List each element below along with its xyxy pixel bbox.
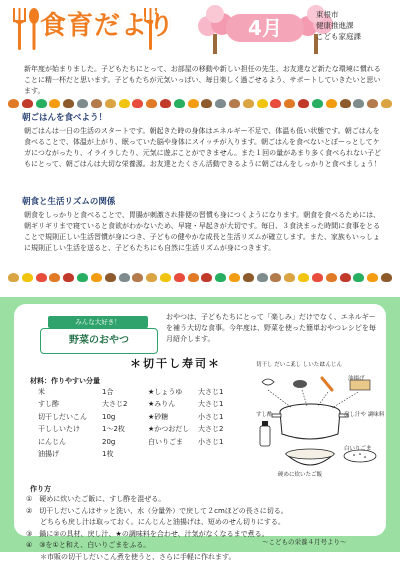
food-icon [188,99,199,108]
illus-label-sushi-vinegar: すし酢 [256,412,273,418]
ingredient-row [148,398,223,410]
source-note: 〜こどもの栄養４月号より〜 [262,538,347,546]
ingredient-row [148,436,223,448]
food-icon [201,273,212,282]
food-icon [215,273,226,282]
food-icon [270,273,281,282]
ingredient-qty: 20g [102,437,116,446]
food-icon [160,273,171,282]
food-icon [381,273,392,282]
ingredient-qty: 1〜2枚 [102,425,125,434]
ingredient-name: ★かつおだし [148,425,190,434]
food-icon [298,99,309,108]
food-icon [49,273,60,282]
ingredient-name: ★しょうゆ [148,388,183,396]
food-icon [8,99,19,108]
food-icon [340,99,351,108]
food-icon [8,273,19,282]
food-icon [229,99,240,108]
ingredient-name: にんじん [38,437,66,446]
ingredient-name: 米 [38,388,45,396]
section-rhythm-body: 朝食をしっかりと食べることで、胃腸が刺激され排便の習慣も身につくようになります。朝食を食べるためには、朝ギリギリまで寝ていると食欲がわかないため、早寝・早起きが大切です。毎日、３食決まった時間に食事をとることで規則正しい生活習慣が身につき、子どもの健やかな成長と生活リズムが確立します。また、家族もいっしょに規則正しい生活を送ると、子どもたちにも自然に生活リズムが身につきます。 [24,211,381,252]
spoon-icon [29,8,39,50]
food-icon [36,273,47,282]
fork-icon [13,8,26,50]
food-icon [146,99,157,108]
food-icon [201,99,212,108]
section-rhythm-title: 朝食と生活リズムの関係 [22,197,116,207]
food-icon [188,273,199,282]
ingredient-name: ★砂糖 [148,412,169,421]
ingredient-row [38,448,127,460]
recipe-name: ＊切干し寿司＊ [130,357,221,370]
recipe-tag-small: みんな大好き！ [48,316,148,328]
section-breakfast-title: 朝ごはんを食べよう！ [22,113,108,123]
steps-list [26,494,376,564]
ingredient-name: 干ししいたけ [38,425,80,434]
food-icon [174,99,185,108]
food-icon [91,99,102,108]
ingredients-heading: 材料：作りやすい分量 [30,377,100,385]
issuer-block [316,10,361,43]
step-item: ① 硬めに炊いたご飯に、すし酢を混ぜる。 [26,495,166,503]
step-item: ④ ③を①と和え、白いりごまをふる。 [26,541,151,550]
ingredient-qty: 小さじ1 [198,437,224,446]
ingredient-qty: 1合 [102,388,114,396]
pot-icon [272,404,348,439]
step-item: ③ 鍋に②の具材、戻し汁、★の調味料を合わせ、汁気がなくなるまで煮る。 [26,529,269,538]
illus-label-carrot: にんじん [320,362,343,368]
food-icon [22,99,33,108]
food-icon [105,99,116,108]
step-item: どちらも戻し汁は取っておく。にんじんと油揚げは、短めのせん切りにする。 [26,518,285,527]
food-icon [284,273,295,282]
food-icon [63,99,74,108]
food-icon [257,99,268,108]
illus-label-sesame: 白いりごま [344,446,372,452]
issuer-city: 東根市 [316,10,339,19]
food-icon [22,273,33,282]
intro-text: 新年度が始まりました。子どもたちにとって、お部屋の移動や新しい担任の先生、お友達など新たな環境に慣れることに精一杯だと思います。子どもたちが元気いっぱい、毎日楽しく過ごせるよう、サポートしていきたいと思います。 [24,65,381,95]
ingredient-row [38,398,127,410]
steps-heading: 作り方 [30,485,51,493]
food-icon [284,99,295,108]
rice-bowl-icon [286,449,334,465]
ingredient-name: すし酢 [38,400,59,409]
food-icon [119,99,130,108]
illus-label-shiitake: 干し しいたけ [290,362,325,368]
food-icon [367,99,378,108]
ingredient-row [38,386,127,398]
illus-label-rice: 硬めに炊いたご飯 [278,472,323,478]
food-icon [63,273,74,282]
ingredient-name: ★みりん [148,400,176,409]
food-icon [298,273,309,282]
ingredient-row [148,411,223,423]
ingredient-qty: 1枚 [102,450,114,459]
ingredient-qty: 大さじ2 [102,400,128,409]
food-icon [77,273,88,282]
food-icon [367,273,378,282]
ingredient-name: 油揚げ [38,450,59,459]
food-icon [132,99,143,108]
food-icon-row-top [8,96,392,110]
step-item: ② 切干しだいこんはサッと洗い、水（分量外）で戻して２cmほどの長さに切る。 [26,506,288,515]
header [0,0,400,58]
recipe-intro: おやつは、子どもたちにとって「楽しみ」だけでなく、エネルギーを補う大切な食事。今年度は、野菜を使った簡単おやつレシピを毎月紹介します。 [166,313,376,344]
food-icon [146,273,157,282]
food-icon [229,273,240,282]
food-icon [312,273,323,282]
ingredient-row [38,423,127,435]
ingredient-qty: 10g [102,412,116,421]
food-icon [36,99,47,108]
step-item: ＊市販の切干しだいこん煮を使うと、さらに手軽に作れます。 [26,552,236,561]
food-icon [340,273,351,282]
food-icon-row-bottom [8,270,392,284]
food-icon [77,99,88,108]
vinegar-bottle-icon [260,421,270,446]
food-icon [105,273,116,282]
month-badge: 4月 [226,14,304,42]
food-icon [257,273,268,282]
food-icon [243,273,254,282]
food-icon [174,273,185,282]
ingredient-row [38,436,127,448]
illus-label-daikon: 切干し だいこん [256,362,297,368]
ingredients-right-list [148,386,223,448]
food-icon [353,99,364,108]
ingredient-row [38,411,127,423]
recipe-tag-main: 野菜のおやつ [40,328,158,354]
food-icon [215,99,226,108]
food-icon [243,99,254,108]
ingredient-row [148,423,223,435]
food-icon [326,99,337,108]
food-icon [91,273,102,282]
ingredient-qty: 大さじ2 [198,425,224,434]
ingredient-qty: 小さじ1 [198,412,224,421]
food-icon [326,273,337,282]
issuer-dept-family: こども家庭課 [316,31,361,41]
ingredient-qty: 大さじ1 [198,388,224,396]
food-icon [160,99,171,108]
illus-label-broth: 戻し汁や 調味料 [344,412,385,418]
food-icon [119,273,130,282]
food-icon [132,273,143,282]
ingredient-row [148,386,223,398]
section-breakfast-body: 朝ごはんは一日の生活のスタートです。朝起きた時の身体はエネルギー不足で、体温も低い状態です。朝ごはんを食べることで、体温が上がり、眠っていた脳や身体にスイッチが入ります。朝ごはんを食べないとぼーっとしてケガにつながったり、イライラしたり、元気に遊ぶことができません。また１回の量があまり多く食べられない子どもにとって、朝ごはんは大切な栄養源。お友達とたくさん活動できるように朝ごはんをしっかりと食べましょう！ [24,127,382,168]
ingredient-name: 白いりごま [148,437,183,446]
issuer-dept-health: 健康推進課 [316,20,354,30]
food-icon [270,99,281,108]
ingredients-left-list [38,386,127,460]
food-icon [381,99,392,108]
ingredient-name: 切干しだいこん [38,412,87,421]
food-icon [353,273,364,282]
illus-label-aburaage: 油揚げ [348,376,365,382]
newsletter-title: 食育だより [40,11,176,41]
food-icon [312,99,323,108]
food-icon [49,99,60,108]
recipe-illustration [252,368,385,480]
ingredient-qty: 大さじ1 [198,400,224,409]
